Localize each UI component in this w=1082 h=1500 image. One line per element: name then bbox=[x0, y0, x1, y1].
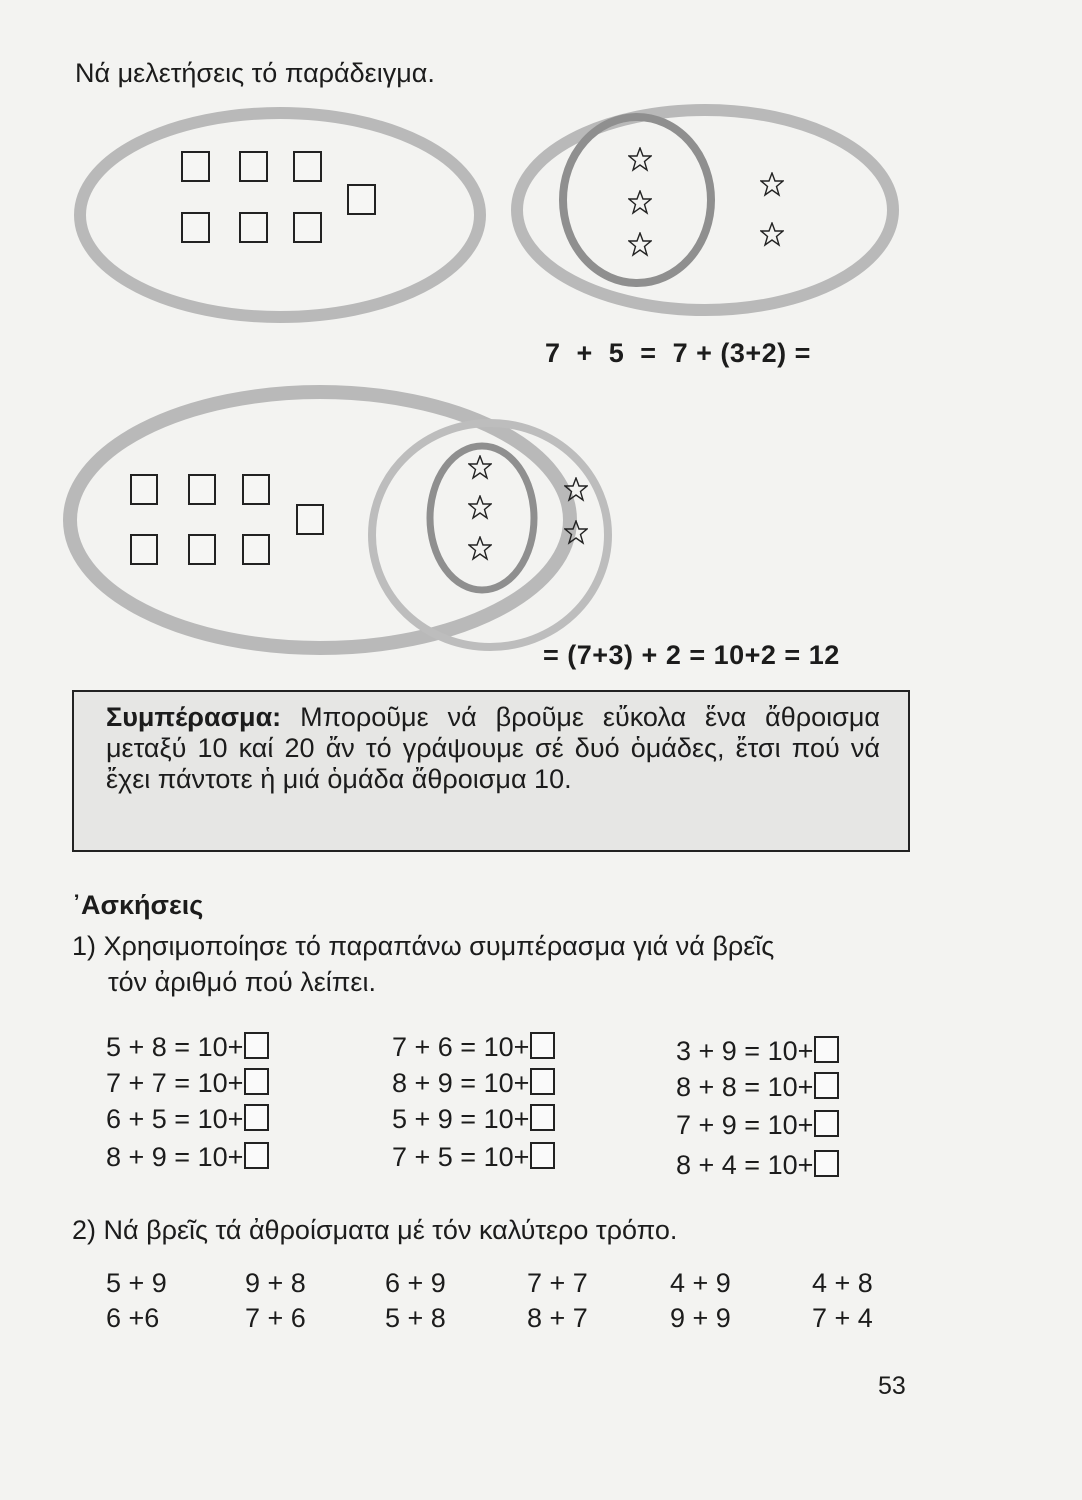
answer-box[interactable] bbox=[530, 1068, 555, 1095]
sum-item: 7 + 4 bbox=[812, 1303, 873, 1333]
group-oval-stars bbox=[517, 110, 893, 310]
exercise-row: 7 + 5 = 10+ bbox=[392, 1142, 555, 1173]
square-set-bottom bbox=[131, 475, 323, 564]
conclusion-text: Μποροῦμε νά βροῦμε εὔκολα ἕνα ἄθροισμα μεταξύ 10 καί 20 ἄν τό γράψουμε σέ δυό ὁμάδες, ἔτσι πού νά ἔχει πάντοτε ἡ μιά ὁμάδα ἄθροισμα 10. bbox=[106, 702, 880, 794]
exercises-heading: ᾿Ασκήσεις bbox=[72, 890, 204, 920]
exercise-row: 3 + 9 = 10+ bbox=[676, 1036, 839, 1067]
exercise-row: 6 + 5 = 10+ bbox=[106, 1104, 269, 1135]
sum-item: 7 + 7 bbox=[527, 1268, 588, 1298]
exercise-row: 7 + 9 = 10+ bbox=[676, 1110, 839, 1141]
group-oval-squares bbox=[80, 113, 480, 317]
answer-box[interactable] bbox=[244, 1068, 269, 1095]
answer-box[interactable] bbox=[530, 1142, 555, 1169]
square-set-top bbox=[182, 152, 375, 242]
example-equation-1: 7 + 5 = 7 + (3+2) = bbox=[545, 338, 811, 368]
sum-item: 4 + 9 bbox=[670, 1268, 731, 1298]
answer-box[interactable] bbox=[530, 1104, 555, 1131]
answer-box[interactable] bbox=[814, 1072, 839, 1099]
answer-box[interactable] bbox=[814, 1036, 839, 1063]
intro-text: Νά μελετήσεις τό παράδειγμα. bbox=[75, 58, 435, 88]
exercise-row: 8 + 9 = 10+ bbox=[392, 1068, 555, 1099]
conclusion-label: Συμπέρασμα: bbox=[106, 702, 282, 732]
task-2-instruction: 2) Νά βρεῖς τά ἀθροίσματα μέ τόν καλύτερο τρόπο. bbox=[72, 1215, 678, 1245]
conclusion-box bbox=[72, 690, 910, 852]
answer-box[interactable] bbox=[814, 1150, 839, 1177]
exercise-row: 8 + 9 = 10+ bbox=[106, 1142, 269, 1173]
answer-box[interactable] bbox=[244, 1104, 269, 1131]
exercise-row: 5 + 9 = 10+ bbox=[392, 1104, 555, 1135]
sum-item: 7 + 6 bbox=[245, 1303, 306, 1333]
sum-item: 6 +6 bbox=[106, 1303, 160, 1333]
exercise-row: 7 + 7 = 10+ bbox=[106, 1068, 269, 1099]
inner-oval-three-stars bbox=[563, 117, 711, 283]
example-illustration bbox=[0, 0, 1082, 680]
exercise-row: 5 + 8 = 10+ bbox=[106, 1032, 269, 1063]
inner-oval-bottom-stars bbox=[430, 446, 534, 590]
answer-box[interactable] bbox=[814, 1110, 839, 1137]
sum-item: 4 + 8 bbox=[812, 1268, 873, 1298]
answer-box[interactable] bbox=[530, 1032, 555, 1059]
sum-item: 5 + 9 bbox=[106, 1268, 167, 1298]
exercise-row: 8 + 8 = 10+ bbox=[676, 1072, 839, 1103]
answer-box[interactable] bbox=[244, 1032, 269, 1059]
answer-box[interactable] bbox=[244, 1142, 269, 1169]
sum-item: 6 + 9 bbox=[385, 1268, 446, 1298]
task-1-instruction: 1) Χρησιμοποίησε τό παραπάνω συμπέρασμα γιά νά βρεῖς bbox=[72, 931, 775, 961]
exercise-row: 8 + 4 = 10+ bbox=[676, 1150, 839, 1181]
sum-item: 5 + 8 bbox=[385, 1303, 446, 1333]
exercise-row: 7 + 6 = 10+ bbox=[392, 1032, 555, 1063]
sum-item: 9 + 9 bbox=[670, 1303, 731, 1333]
example-equation-2: = (7+3) + 2 = 10+2 = 12 bbox=[543, 640, 840, 670]
sum-item: 8 + 7 bbox=[527, 1303, 588, 1333]
sum-item: 9 + 8 bbox=[245, 1268, 306, 1298]
page-number: 53 bbox=[878, 1372, 906, 1400]
task-1-instruction-cont: τόν ἀριθμό πού λείπει. bbox=[108, 967, 376, 997]
